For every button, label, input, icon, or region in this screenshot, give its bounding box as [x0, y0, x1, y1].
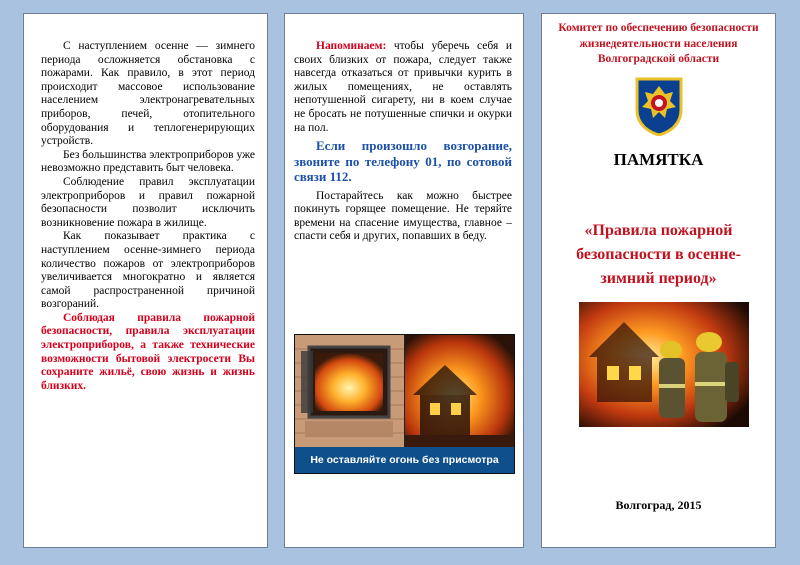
memo-heading: ПАМЯТКА	[613, 150, 704, 169]
memo-title: «Правила пожарной безопасности в осенне-зимний период»	[576, 222, 741, 287]
practice-paragraph: Как показывает практика с наступлением осенне-зимнего периода количество пожаров от электроприборов увеличивается многократно и является самой распространенной причиной возгораний.	[41, 230, 255, 311]
intro-paragraph: С наступлением осенне — зимнего периода осложняется обстановка с пожарами. Как правило, в этот период происходит массовое использование населением электронагревательных приборов, печей, отопительного оборудования и теплогенерирующих устройств.	[41, 40, 255, 148]
firefighters-photo	[579, 302, 749, 432]
fireplace-photo	[294, 334, 515, 474]
appliances-paragraph: Без большинства электроприборов уже невозможно представить быт человека.	[41, 148, 255, 175]
reminder-paragraph	[294, 40, 512, 135]
photo-caption: Не оставляйте огонь без присмотра	[295, 447, 514, 473]
mchs-emblem-icon	[634, 76, 684, 141]
rules-paragraph: Соблюдение правил эксплуатации электроприборов и правил пожарной безопасности позволит исключить возникновение пожара в жилище.	[41, 175, 255, 229]
city-year: Волгоград, 2015	[615, 498, 702, 512]
evacuation-advice: Постарайтесь как можно быстрее покинуть горящее помещение. Не теряйте времени на спасение имущества, главное – спасти себя и других, попавших в беду.	[294, 189, 512, 243]
fire-photo-illustration	[295, 335, 514, 447]
safety-warning: Соблюдая правила пожарной безопасности, правила эксплуатации электроприборов, а также технические возможности бытовой электросети Вы сохраните жильё, свою жизнь и жизнь близких.	[41, 311, 255, 392]
reminder-text: чтобы уберечь себя и своих близких от пожара, следует также навсегда отказаться от привычки курить в жилых помещениях, не оставлять непотушенной сигарету, ни в коем случае не бросать не потушенные спички и окурки на пол.	[294, 40, 512, 134]
reminder-label: Напоминаем:	[316, 40, 387, 52]
cover-panel	[541, 13, 776, 548]
left-panel	[23, 13, 268, 548]
middle-panel	[284, 13, 524, 548]
committee-name: Комитет по обеспечению безопасности жизнедеятельности населения Волгоградской области	[558, 22, 759, 65]
emergency-numbers: Если произошло возгорание, звоните по телефону 01, по сотовой связи 112.	[294, 138, 512, 185]
